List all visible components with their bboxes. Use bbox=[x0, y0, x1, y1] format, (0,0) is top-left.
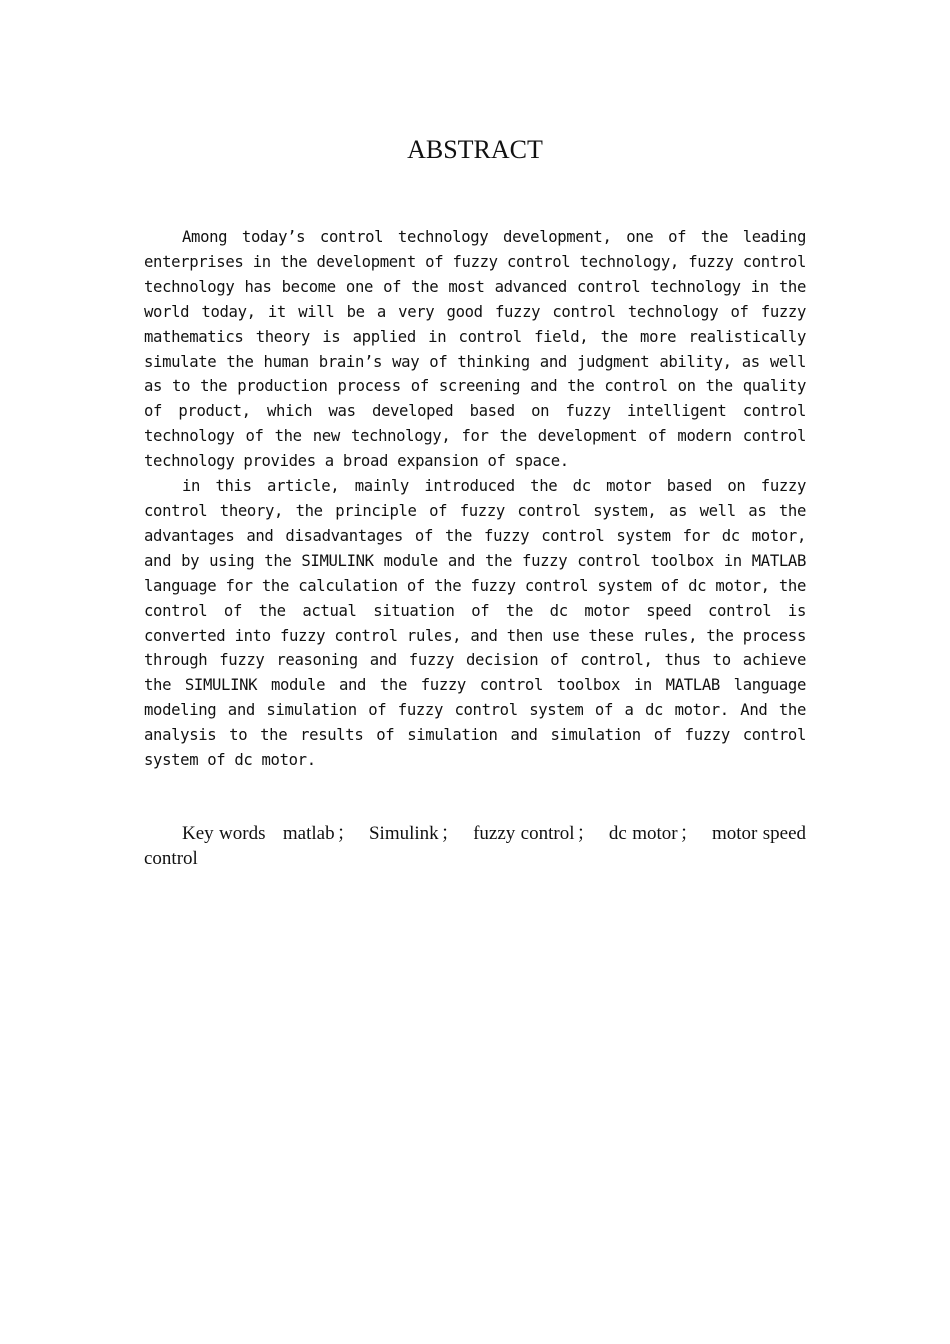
keyword-item: Simulink bbox=[368, 823, 439, 844]
keyword-item: fuzzy control bbox=[473, 823, 575, 844]
abstract-paragraph-1: Among today’s control technology development, one of the leading enterprises in the development of fuzzy control technology, fuzzy control technology has become one of the most advanced control technology in the world today, it will be a very good fuzzy control technology of fuzzy mathematics theory is applied in control field, the more realistically simulate the human brain’s way of thinking and judgment ability, as well as to the production process of screening and the control on the quality of product, which was developed based on fuzzy intelligent control technology of the new technology, for the development of modern control technology provides a broad expansion of space. bbox=[144, 228, 806, 471]
keyword-item: dc motor bbox=[608, 823, 678, 844]
keyword-separator: ； bbox=[679, 823, 699, 844]
keyword-separator: ； bbox=[576, 823, 596, 844]
abstract-body bbox=[144, 225, 806, 773]
keyword-item: motor speed control bbox=[144, 823, 807, 869]
keyword-separator: ； bbox=[440, 823, 460, 844]
keywords-label: Key words bbox=[182, 823, 266, 844]
keywords-line bbox=[144, 822, 806, 871]
page-title: ABSTRACT bbox=[407, 135, 543, 164]
keyword-separator: ； bbox=[336, 823, 356, 844]
abstract-paragraph-2: in this article, mainly introduced the dc motor based on fuzzy control theory, the principle of fuzzy control system, as well as the advantages and disadvantages of the fuzzy control system for dc motor, and by using the SIMULINK module and the fuzzy control toolbox in MATLAB language for the calculation of the fuzzy control system of dc motor, the control of the actual situation of the dc motor speed control is converted into fuzzy control rules, and then use these rules, the process through fuzzy reasoning and fuzzy decision of control, thus to achieve the SIMULINK module and the fuzzy control toolbox in MATLAB language modeling and simulation of fuzzy control system of a dc motor. And the analysis to the results of simulation and simulation of fuzzy control system of dc motor. bbox=[144, 477, 806, 770]
keyword-item: matlab bbox=[282, 823, 335, 844]
